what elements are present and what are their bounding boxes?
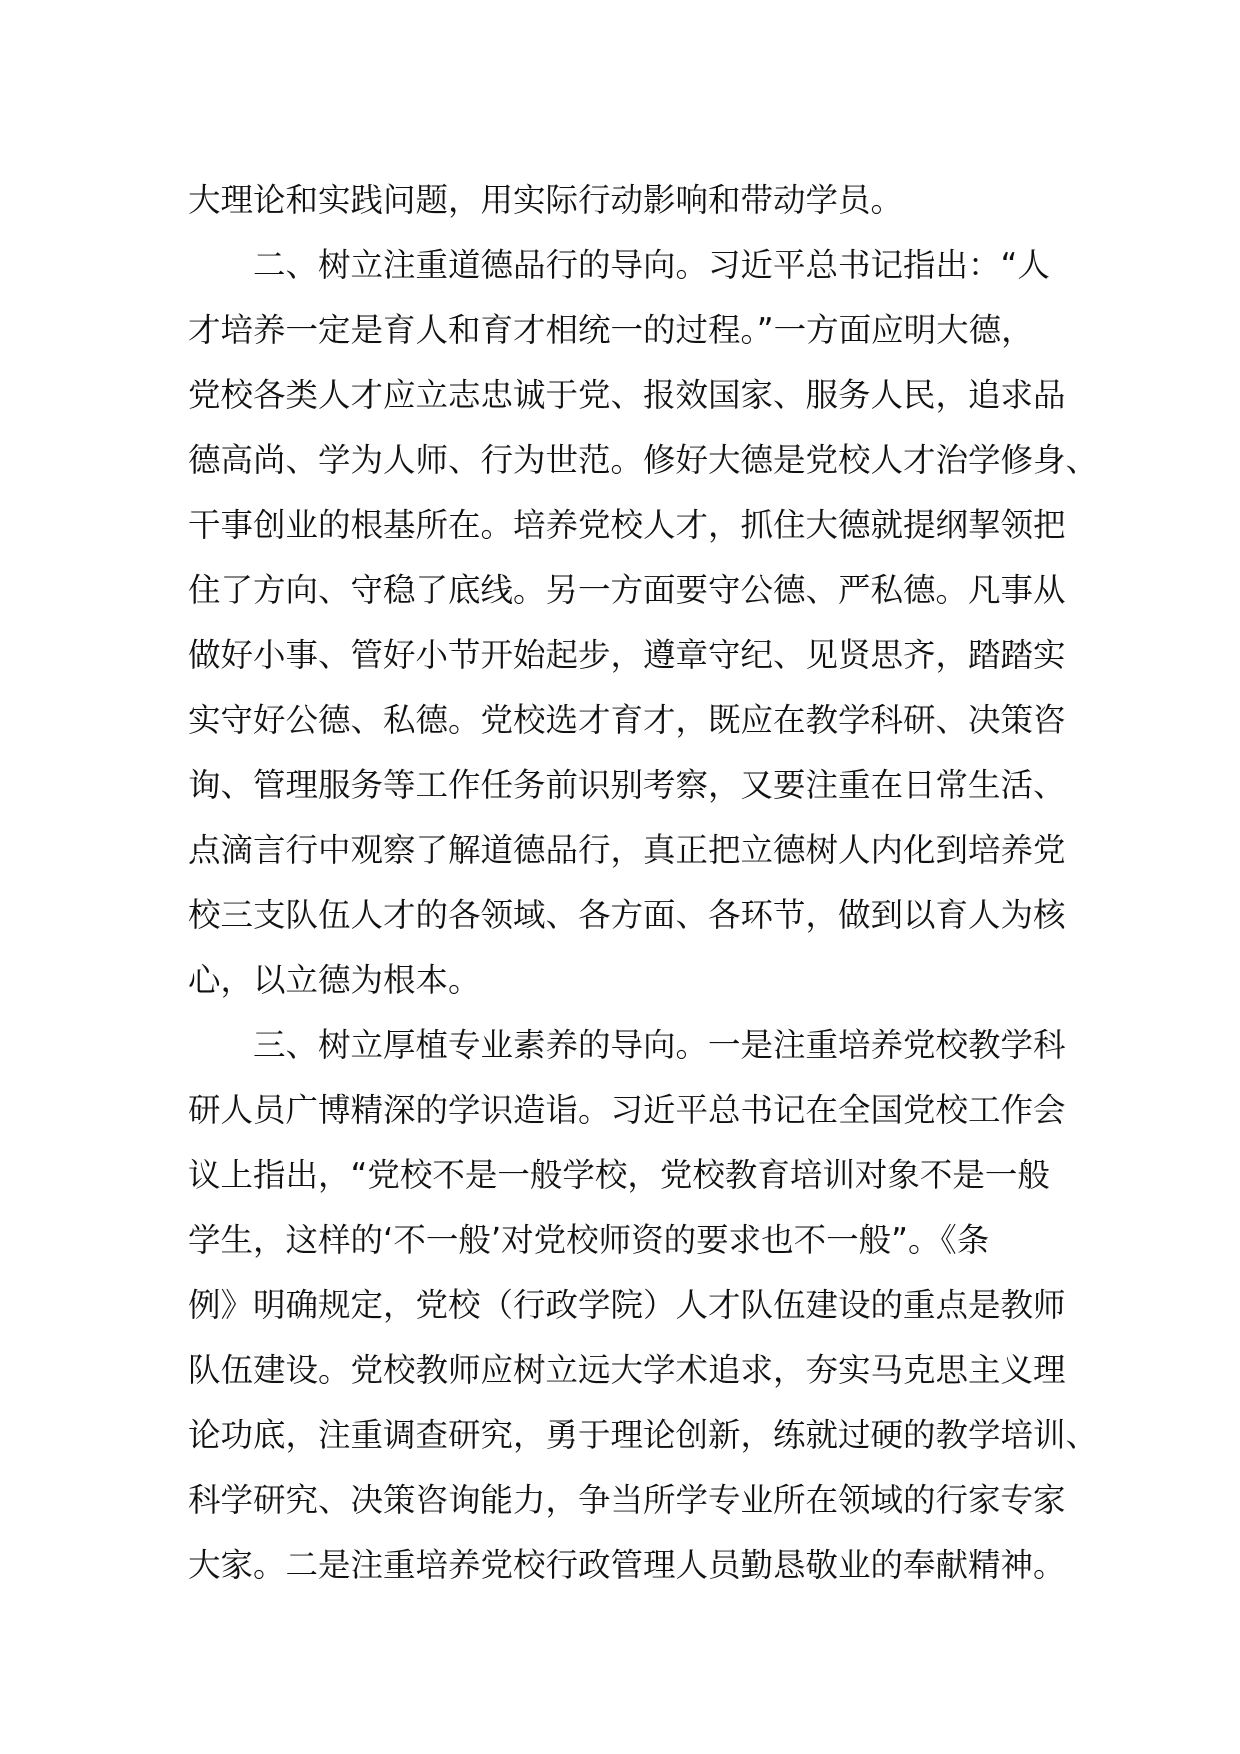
text-line: 科学研究、决策咨询能力，争当所学专业所在领域的行家专家 xyxy=(188,1481,1066,1519)
text-line: 心，以立德为根本。 xyxy=(188,961,481,999)
body-text xyxy=(188,168,1099,1598)
text-line: 德高尚、学为人师、行为世范。修好大德是党校人才治学修身、 xyxy=(188,441,1099,479)
text-line: 三、树立厚植专业素养的导向。一是注重培养党校教学科 xyxy=(188,1026,1066,1064)
text-line: 论功底，注重调查研究，勇于理论创新，练就过硬的教学培训、 xyxy=(188,1416,1099,1454)
text-line: 询、管理服务等工作任务前识别考察，又要注重在日常生活、 xyxy=(188,766,1066,804)
text-line: 队伍建设。党校教师应树立远大学术追求，夯实马克思主义理 xyxy=(188,1351,1066,1389)
text-line: 大家。二是注重培养党校行政管理人员勤恳敬业的奉献精神。 xyxy=(188,1546,1066,1584)
text-line: 校三支队伍人才的各领域、各方面、各环节，做到以育人为核 xyxy=(188,896,1066,934)
text-line: 做好小事、管好小节开始起步，遵章守纪、见贤思齐，踏踏实 xyxy=(188,636,1066,674)
text-line: 干事创业的根基所在。培养党校人才，抓住大德就提纲挈领把 xyxy=(188,506,1066,544)
text-line: 学生，这样的‘不一般’对党校师资的要求也不一般”。《条 xyxy=(188,1221,990,1259)
text-line: 例》明确规定，党校（行政学院）人才队伍建设的重点是教师 xyxy=(188,1286,1066,1324)
text-line: 实守好公德、私德。党校选才育才，既应在教学科研、决策咨 xyxy=(188,701,1066,739)
text-line: 党校各类人才应立志忠诚于党、报效国家、服务人民，追求品 xyxy=(188,376,1066,414)
text-line: 点滴言行中观察了解道德品行，真正把立德树人内化到培养党 xyxy=(188,831,1066,869)
text-line: 研人员广博精深的学识造诣。习近平总书记在全国党校工作会 xyxy=(188,1091,1066,1129)
text-line: 大理论和实践问题，用实际行动影响和带动学员。 xyxy=(188,181,904,219)
text-line: 议上指出，“党校不是一般学校，党校教育培训对象不是一般 xyxy=(188,1156,1050,1194)
text-line: 二、树立注重道德品行的导向。习近平总书记指出：“人 xyxy=(188,246,1050,284)
text-line: 住了方向、守稳了底线。另一方面要守公德、严私德。凡事从 xyxy=(188,571,1066,609)
text-line: 才培养一定是育人和育才相统一的过程。”一方面应明大德， xyxy=(188,311,1034,349)
